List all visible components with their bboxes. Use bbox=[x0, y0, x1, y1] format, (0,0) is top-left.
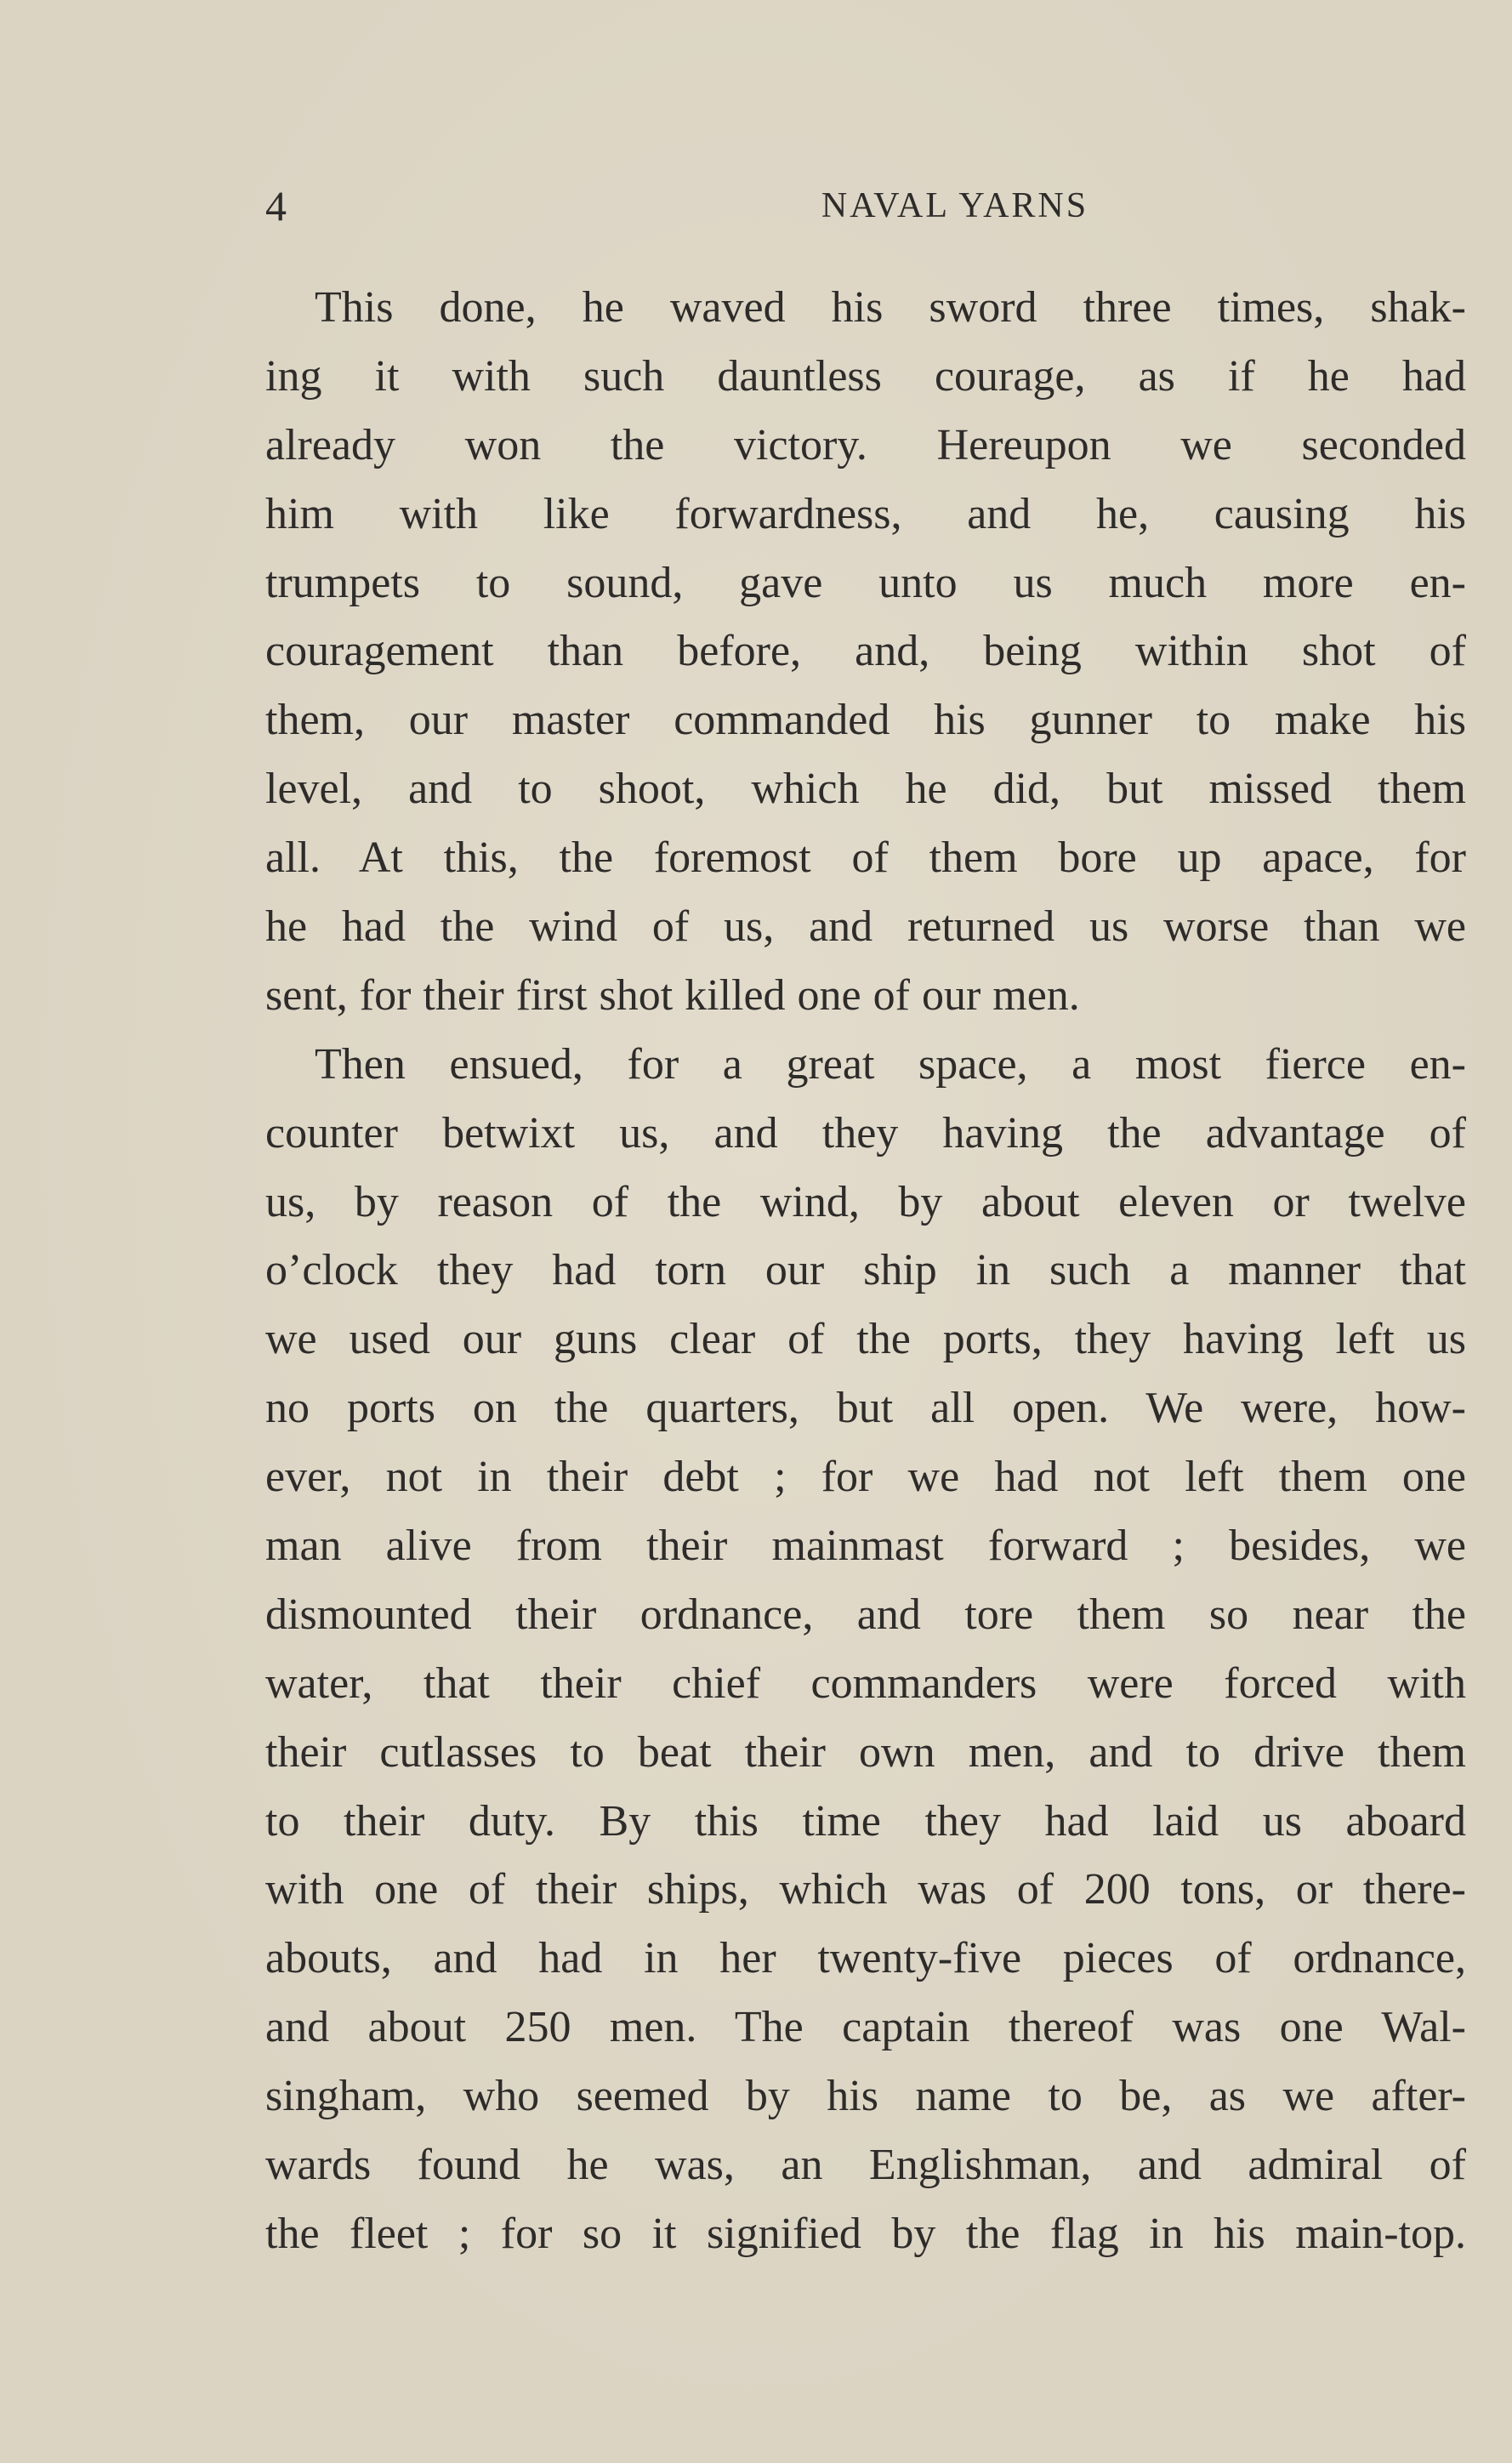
text-line: Then ensued, for a great space, a most fierce en- bbox=[315, 1039, 1466, 1089]
text-line: ing it with such dauntless courage, as if he had bbox=[265, 351, 1466, 401]
text-line: o’clock they had torn our ship in such a manner that bbox=[265, 1246, 1466, 1295]
text-line: man alive from their mainmast forward ; besides, we bbox=[265, 1522, 1466, 1571]
text-line: their cutlasses to beat their own men, and to drive them bbox=[265, 1727, 1466, 1777]
text-line: sent, for their first shot killed one of our men. bbox=[265, 970, 1080, 1020]
text-line: level, and to shoot, which he did, but missed them bbox=[265, 765, 1466, 814]
page-number: 4 bbox=[265, 182, 287, 230]
body-text bbox=[265, 274, 1466, 2269]
text-line: us, by reason of the wind, by about eleven or twelve bbox=[265, 1177, 1466, 1226]
text-line: This done, he waved his sword three times, shak- bbox=[315, 283, 1466, 332]
running-head: NAVAL YARNS bbox=[821, 186, 1089, 225]
text-line: singham, who seemed by his name to be, as we after- bbox=[265, 2072, 1466, 2121]
text-line: to their duty. By this time they had laid us aboard bbox=[265, 1796, 1466, 1846]
text-line: dismounted their ordnance, and tore them so near the bbox=[265, 1590, 1466, 1639]
text-line: ever, not in their debt ; for we had not left them one bbox=[265, 1453, 1466, 1502]
text-line: and about 250 men. The captain thereof was one Wal- bbox=[265, 2003, 1466, 2052]
text-line: no ports on the quarters, but all open. We were, how- bbox=[265, 1384, 1466, 1433]
text-line: him with like forwardness, and he, causing his bbox=[265, 489, 1466, 538]
text-line: the fleet ; for so it signified by the flag in his main-top. bbox=[265, 2209, 1466, 2258]
text-line: trumpets to sound, gave unto us much more en- bbox=[265, 558, 1466, 607]
text-line: we used our guns clear of the ports, they having left us bbox=[265, 1315, 1466, 1364]
text-line: them, our master commanded his gunner to make his bbox=[265, 696, 1466, 745]
paragraph-2 bbox=[265, 1031, 1466, 2269]
text-line: already won the victory. Hereupon we seconded bbox=[265, 420, 1466, 469]
text-line: abouts, and had in her twenty-five pieces of ordnance, bbox=[265, 1934, 1466, 1983]
text-line: all. At this, the foremost of them bore up apace, for bbox=[265, 833, 1466, 883]
text-line: couragement than before, and, being within shot of bbox=[265, 627, 1466, 676]
text-line: water, that their chief commanders were forced with bbox=[265, 1658, 1466, 1708]
text-line: with one of their ships, which was of 200 tons, or there- bbox=[265, 1865, 1466, 1914]
text-line: wards found he was, an Englishman, and admiral of bbox=[265, 2141, 1466, 2190]
text-line: counter betwixt us, and they having the advantage of bbox=[265, 1108, 1466, 1158]
paragraph-1 bbox=[265, 274, 1466, 1031]
page-header bbox=[265, 180, 1466, 231]
text-line: he had the wind of us, and returned us worse than we bbox=[265, 902, 1466, 952]
